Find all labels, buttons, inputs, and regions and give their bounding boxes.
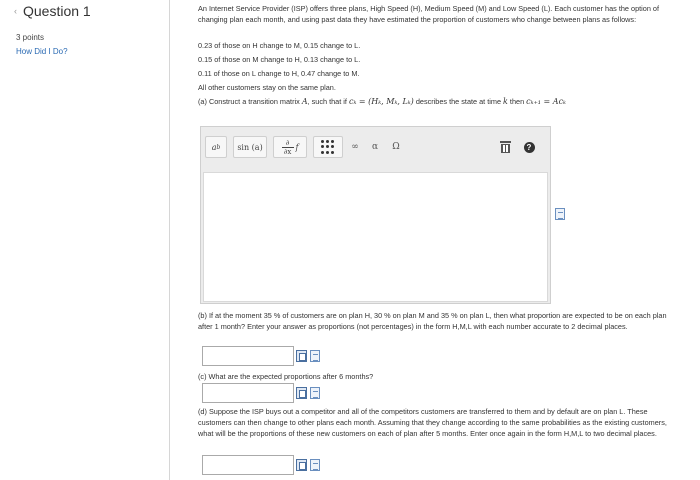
help-icon: ? bbox=[524, 142, 535, 153]
math-editor bbox=[200, 126, 551, 304]
derivative-button[interactable]: $\frac{\partial}{\partial x}$ f bbox=[273, 136, 307, 158]
preview-doc-icon[interactable] bbox=[310, 350, 320, 362]
matrix-answer-area[interactable] bbox=[203, 172, 548, 302]
clear-button[interactable] bbox=[497, 136, 513, 158]
infinity-button[interactable]: ∞ bbox=[351, 142, 359, 152]
help-button[interactable] bbox=[521, 136, 537, 158]
calculator-icon[interactable] bbox=[296, 459, 307, 471]
rule-line-l: 0.11 of those on L change to H, 0.47 change to M. bbox=[198, 69, 360, 78]
preview-doc-icon[interactable] bbox=[310, 459, 320, 471]
power-button[interactable]: a b bbox=[205, 136, 227, 158]
alpha-button[interactable]: α bbox=[371, 142, 379, 152]
trash-icon bbox=[500, 141, 511, 153]
sin-button[interactable]: sin (a) bbox=[233, 136, 267, 158]
part-b-prompt: (b) If at the moment 35 % of customers are on plan H, 30 % on plan M and 35 % on plan L, then what proportion are expected to be on each plan after 1 month? Enter your answer as proportions (not percentages) in the form H,M,L with each number accurate to 2 decimal places. bbox=[198, 311, 667, 331]
points-label: 3 points bbox=[16, 33, 45, 42]
matrix-icon bbox=[321, 140, 335, 154]
chevron-left-icon[interactable]: ‹ bbox=[14, 6, 17, 16]
preview-doc-icon[interactable] bbox=[555, 208, 565, 220]
rule-line-other: All other customers stay on the same plan. bbox=[198, 83, 336, 92]
part-c-answer-input[interactable] bbox=[202, 383, 294, 403]
omega-button[interactable]: Ω bbox=[392, 142, 400, 152]
how-did-i-do-link[interactable]: How Did I Do? bbox=[16, 47, 68, 56]
question-title: Question 1 bbox=[23, 3, 91, 19]
part-b-answer-input[interactable] bbox=[202, 346, 294, 366]
question-sidebar bbox=[0, 0, 170, 480]
rule-line-h: 0.23 of those on H change to M, 0.15 change to L. bbox=[198, 41, 361, 50]
question-intro: An Internet Service Provider (ISP) offers three plans, High Speed (H), Medium Speed (M) and Low Speed (L). Each customer has the option of changing plan each month, and using past data they have estimated the proportion of customers who change between plans as follows: bbox=[198, 4, 660, 24]
rule-line-m: 0.15 of those on M change to H, 0.13 change to L. bbox=[198, 55, 361, 64]
preview-doc-icon[interactable] bbox=[310, 387, 320, 399]
question-header[interactable] bbox=[14, 3, 91, 19]
part-a-prompt: (a) Construct a transition matrix A, such that if cₖ = (Hₖ, Mₖ, Lₖ) describes the state at time k then cₖ₊₁ = Acₖ bbox=[198, 97, 566, 106]
matrix-button[interactable] bbox=[313, 136, 343, 158]
calculator-icon[interactable] bbox=[296, 350, 307, 362]
part-d-answer-input[interactable] bbox=[202, 455, 294, 475]
part-d-prompt: (d) Suppose the ISP buys out a competitor and all of the competitors customers are transferred to them and by default are on plan L. These customers can then change to other plans each month. Assuming that they change according to the same probabilities as the existing customers, what will be the proportions of these new customers on each of plan after 5 months. Enter once again in the form H,M,L to two decimal places. bbox=[198, 407, 667, 438]
part-c-prompt: (c) What are the expected proportions after 6 months? bbox=[198, 372, 374, 381]
calculator-icon[interactable] bbox=[296, 387, 307, 399]
